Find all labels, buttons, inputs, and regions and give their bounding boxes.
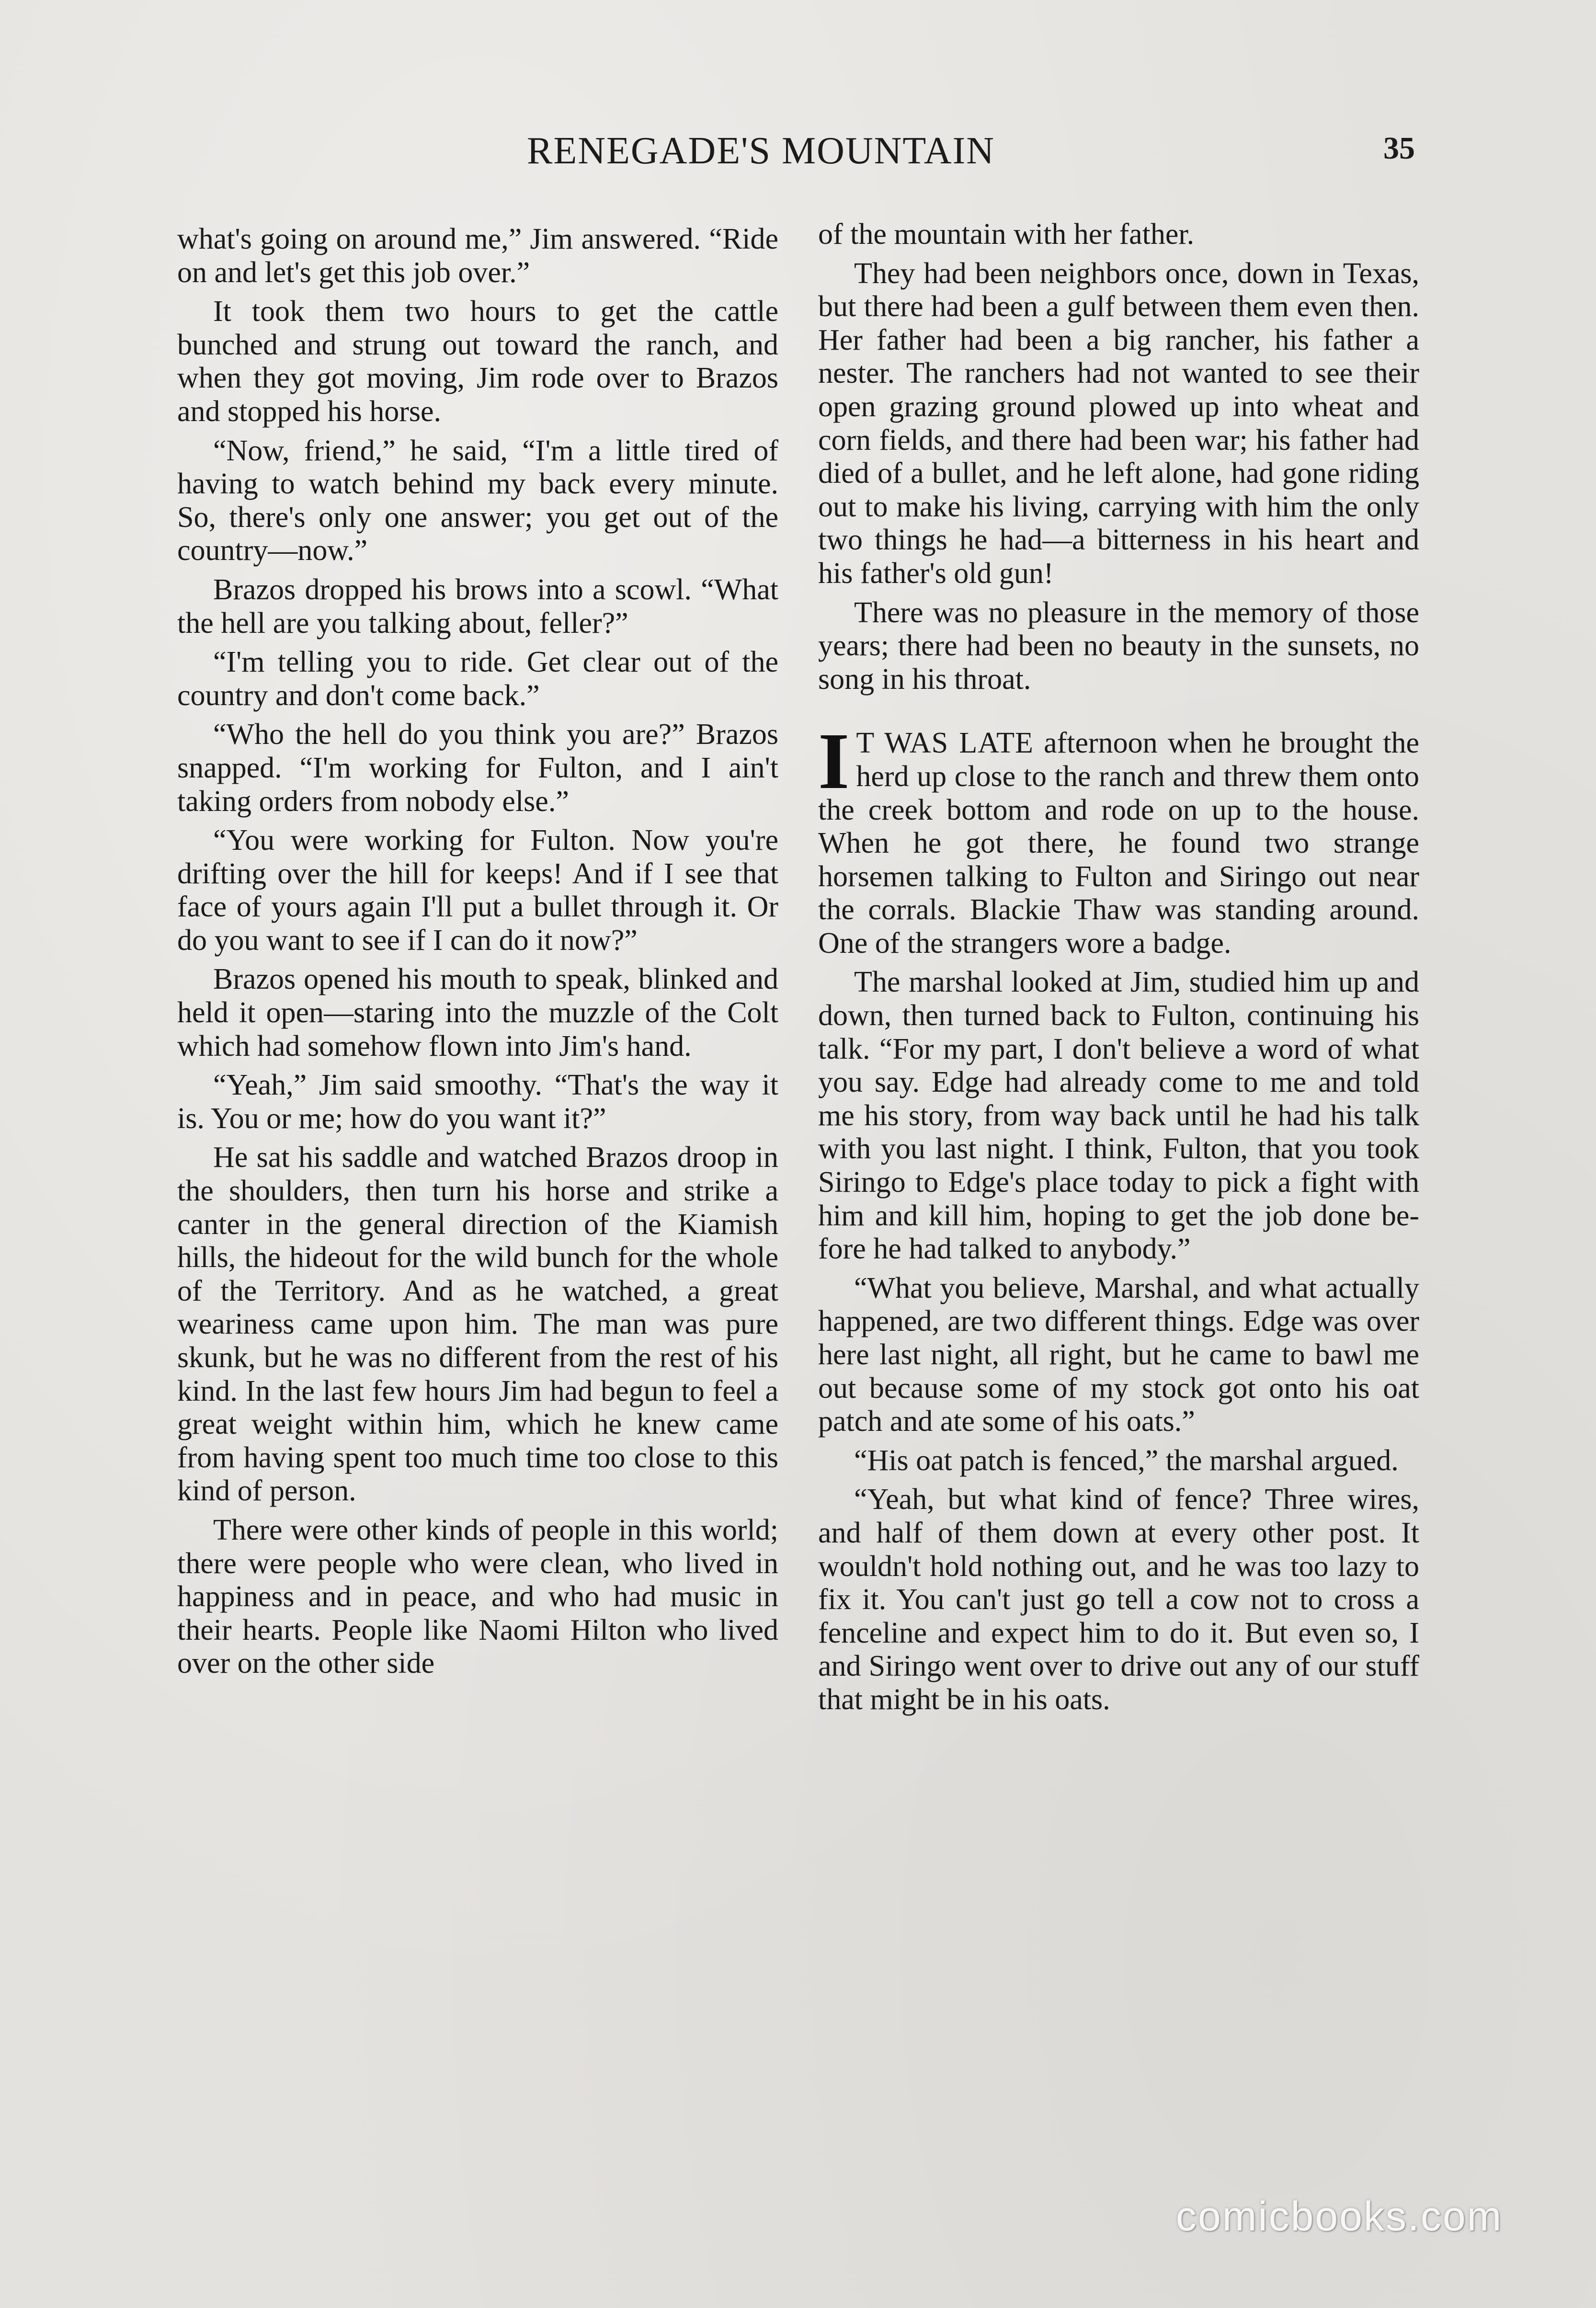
site-watermark: comicbooks.com bbox=[1176, 2194, 1503, 2239]
paragraph: There was no pleasure in the memory of those years; there had been no beauty in the sunsets, no song in his throat. bbox=[818, 596, 1419, 696]
left-text-column bbox=[177, 223, 778, 1686]
running-title: RENEGADE'S MOUNTAIN bbox=[527, 130, 995, 172]
drop-cap: I bbox=[818, 717, 850, 806]
paragraph: “His oat patch is fenced,” the marshal argued. bbox=[854, 1444, 1399, 1477]
paragraph: They had been neighbors once, down in Texas, but there had been a gulf between them even then. Her father had been a big rancher, his father a nester. The ranchers had not wanted to see their open grazing ground plowed up into wheat and corn fields, and there had been war; his father had died of a bullet, and he left alone, had gone riding out to make his living, carrying with him the only two things he had—a bitterness in his heart and his father's old gun! bbox=[818, 257, 1419, 590]
paragraph: “What you believe, Marshal, and what actually happened, are two different things. Edge was over here last night, all right, but he came to bawl me out because some of my stock got onto his oat patch and ate some of his oats.” bbox=[818, 1271, 1419, 1438]
paragraph: The marshal looked at Jim, studied him up and down, then turned back to Fulton, continuing his talk. “For my part, I don't believe a word of what you say. Edge had already come to me and told me his story, from way back until he had his talk with you last night. I think, Fulton, that you took Siringo to Edge's place today to pick a fight with him and kill him, hoping to get the job done before he had talked to anybody.” bbox=[818, 966, 1419, 1266]
paragraph: what's going on around me,” Jim answered. “Ride on and let's get this job over.” bbox=[177, 223, 778, 289]
section-text: afternoon when he brought the herd up close to the ranch and threw them onto the creek bottom and rode on up to the house. When he got there, he found two strange horsemen talking to Fulton and Siringo out near the corrals. Blackie Thaw was standing around. One of the strangers wore a badge. bbox=[818, 727, 1419, 960]
page-number: 35 bbox=[1383, 131, 1415, 166]
paragraph: “I'm telling you to ride. Get clear out of the country and don't come back.” bbox=[177, 646, 778, 712]
paragraph: It took them two hours to get the cattle bunched and strung out toward the ranch, and when they got moving, Jim rode over to Brazos and stopped his horse. bbox=[177, 295, 778, 428]
paragraph: “Who the hell do you think you are?” Brazos snapped. “I'm working for Fulton, and I ain't taking orders from nobody else.” bbox=[177, 718, 778, 818]
paragraph: “Now, friend,” he said, “I'm a little tired of having to watch behind my back every minute. So, there's only one answer; you get out of the country—now.” bbox=[177, 434, 778, 567]
paragraph: of the mountain with her father. bbox=[818, 218, 1195, 251]
paragraph: “You were working for Fulton. Now you're drifting over the hill for keeps! And if I see that face of yours again I'll put a bullet through it. Or do you want to see if I can do it now?” bbox=[177, 824, 778, 957]
section-lead-in: T WAS LATE bbox=[856, 727, 1034, 760]
paragraph: “Yeah, but what kind of fence? Three wires, and half of them down at every other post. It wouldn't hold nothing out, and he was too lazy to fix it. You can't just go tell a cow not to cross a fenceline and expect him to do it. But even so, I and Siringo went over to drive out any of our stuff that might be in his oats. bbox=[818, 1483, 1419, 1716]
paragraph: There were other kinds of people in this world; there were people who were clean, who lived in happiness and in peace, and who had music in their hearts. People like Naomi Hilton who lived over on the other side bbox=[177, 1513, 778, 1680]
section-opening-paragraph bbox=[818, 717, 1419, 960]
paragraph: He sat his saddle and watched Brazos droop in the shoulders, then turn his horse and strike a canter in the general direction of the Kiamish hills, the hideout for the wild bunch for the whole of the Territory. And as he watched, a great weariness came upon him. The man was pure skunk, but he was no different from the rest of his kind. In the last few hours Jim had begun to feel a great weight within him, which he knew came from having spent too much time too close to this kind of person. bbox=[177, 1141, 778, 1508]
paragraph: Brazos dropped his brows into a scowl. “What the hell are you talking about, feller?” bbox=[177, 573, 778, 640]
paragraph: “Yeah,” Jim said smoothy. “That's the way it is. You or me; how do you want it?” bbox=[177, 1069, 778, 1135]
paragraph: Brazos opened his mouth to speak, blinked and held it open—staring into the muzzle of the Colt which had somehow flown into Jim's hand. bbox=[177, 963, 778, 1063]
right-text-column bbox=[818, 218, 1419, 1723]
